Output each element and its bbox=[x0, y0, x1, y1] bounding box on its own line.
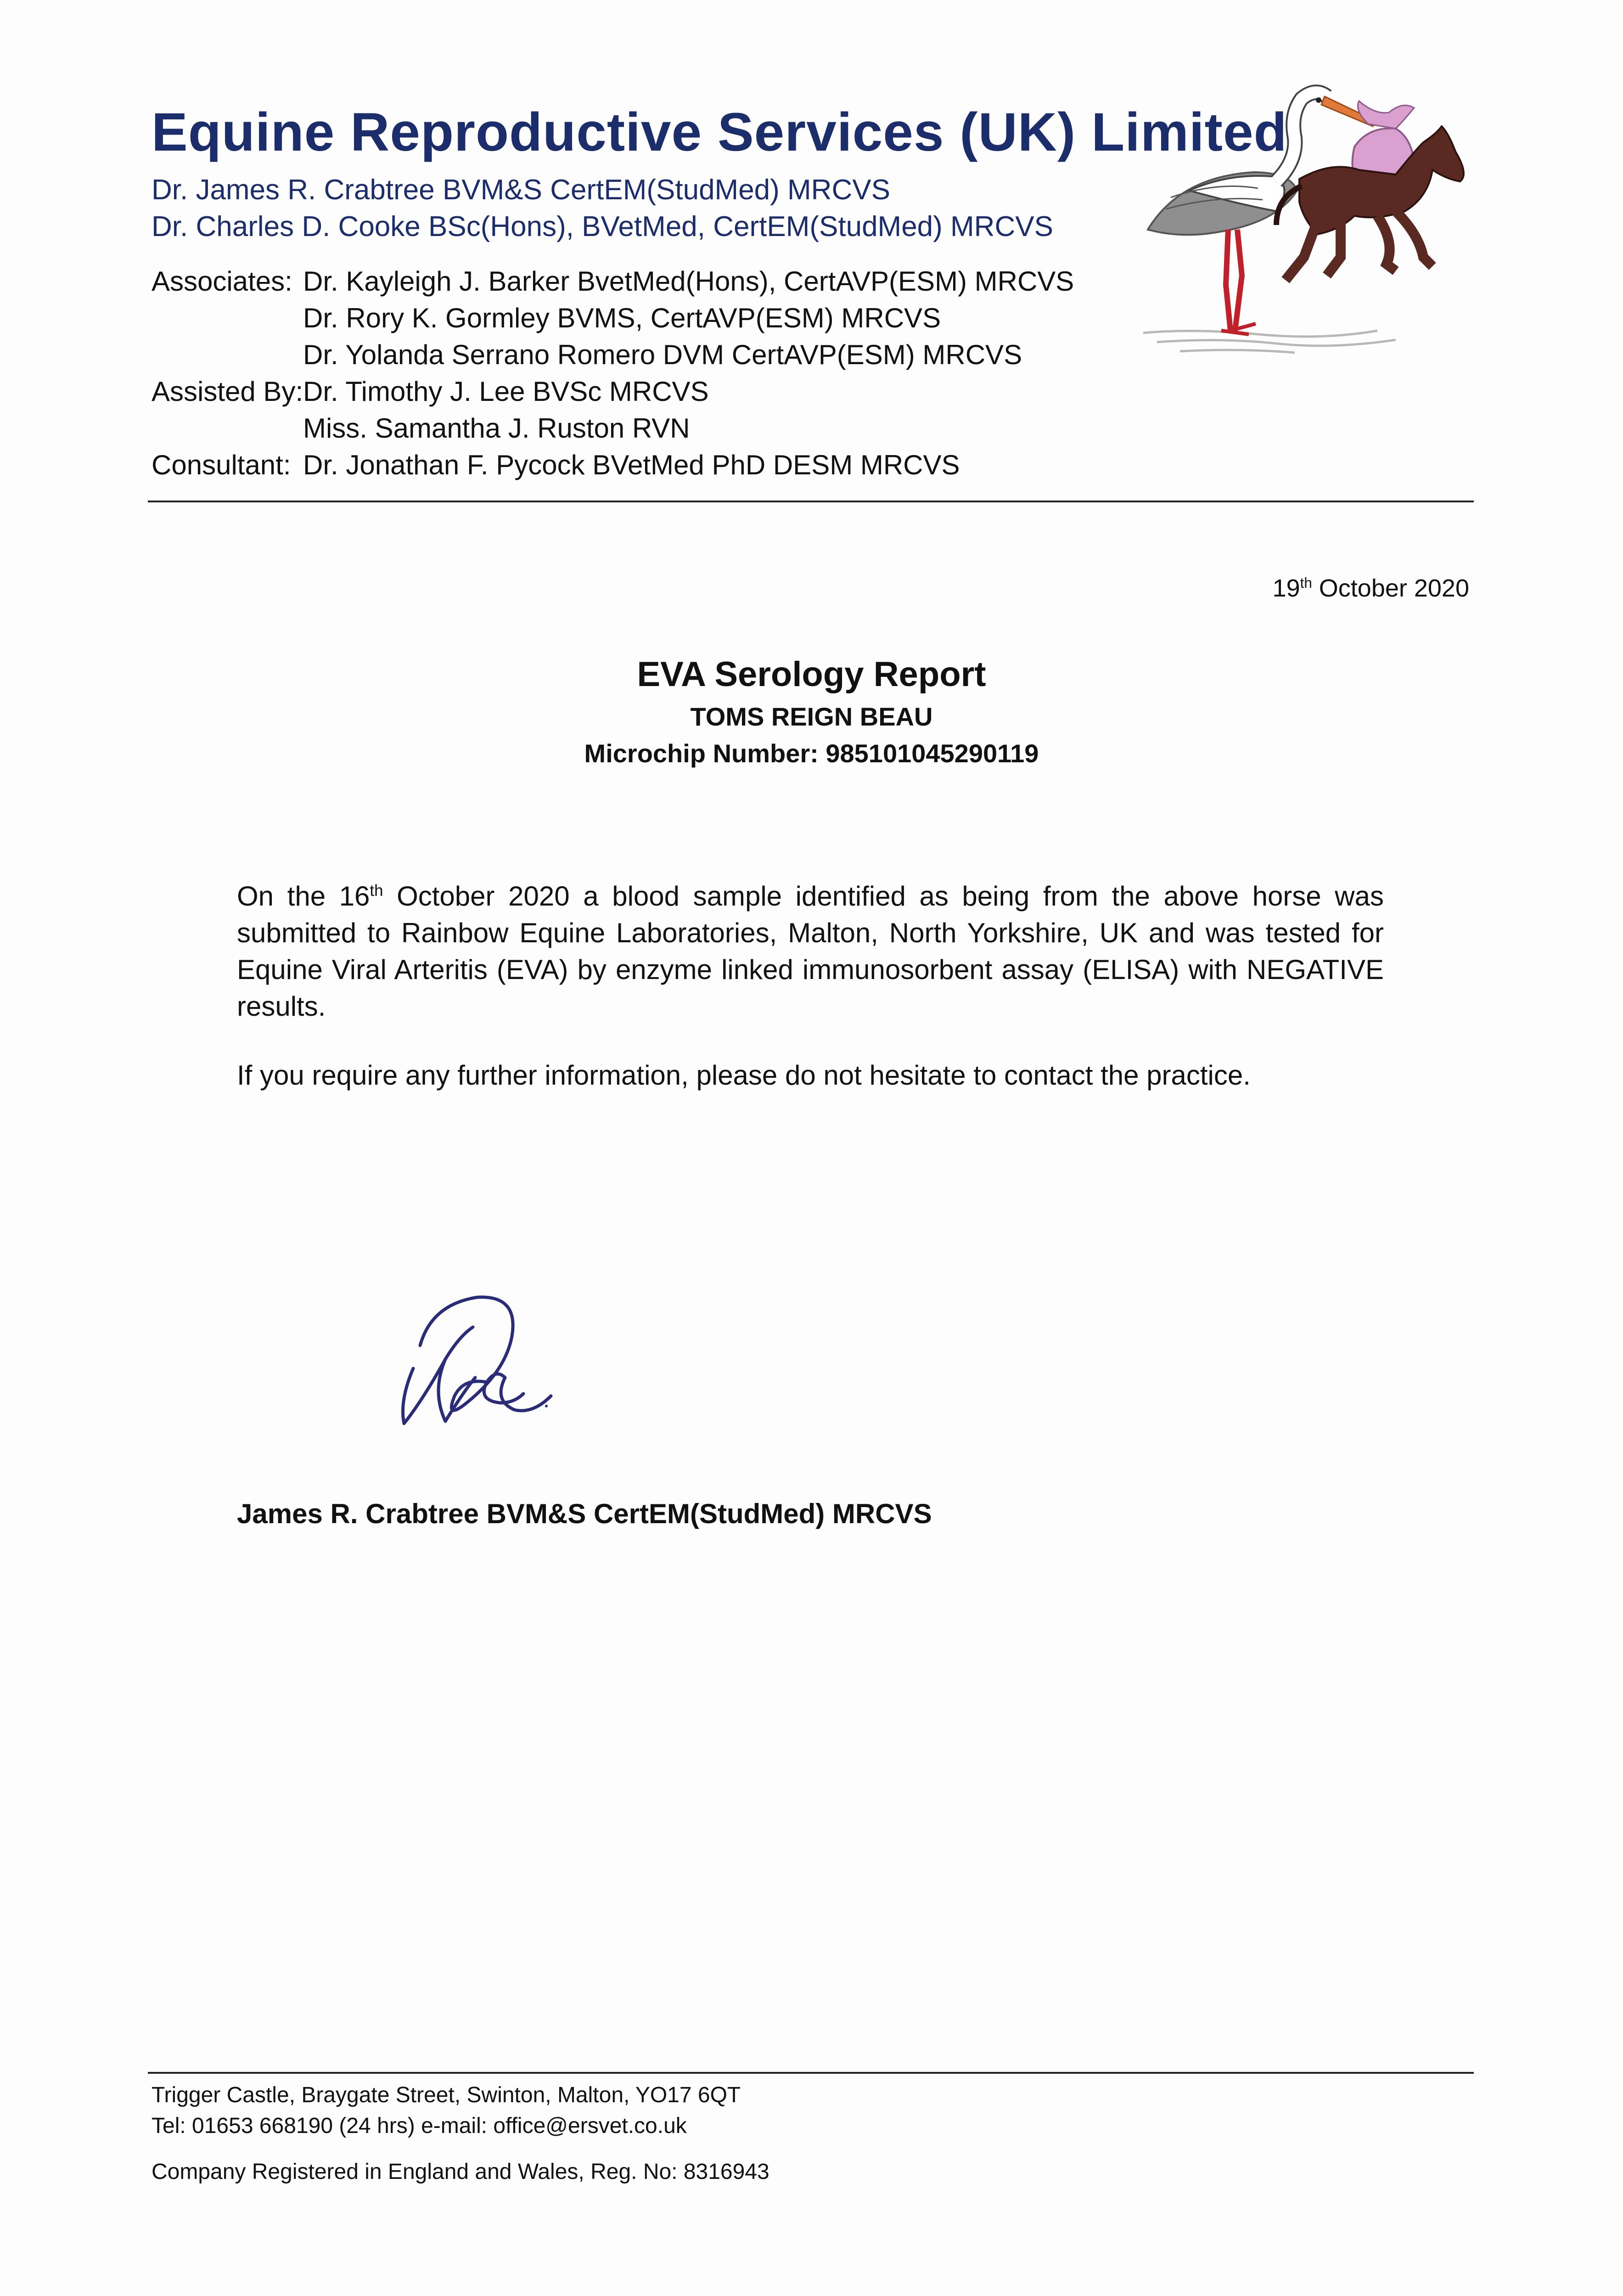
footer-registration: Company Registered in England and Wales, Reg. No: 8316943 bbox=[152, 2160, 769, 2184]
body-p1-rest: October 2020 a blood sample identified as being from the above horse was submitted to Rainbow Equine Laboratories, Malton, North Yorkshire, UK and was tested for Equine Viral Arteritis (EVA) by enzyme linked immunosorbent assay (ELISA) with NEGATIVE results. bbox=[237, 881, 1384, 1022]
footer-divider bbox=[148, 2072, 1474, 2074]
consultant-label: Consultant: bbox=[152, 450, 291, 480]
assistant-name-1: Dr. Timothy J. Lee BVSc MRCVS bbox=[303, 376, 709, 407]
consultant-name: Dr. Jonathan F. Pycock BVetMed PhD DESM MRCVS bbox=[303, 450, 960, 480]
handwritten-signature-icon bbox=[395, 1286, 569, 1437]
partner-line-2: Dr. Charles D. Cooke BSc(Hons), BVetMed, CertEM(StudMed) MRCVS bbox=[152, 211, 1053, 242]
body-p1-suffix: th bbox=[370, 882, 383, 900]
date-month-year: October 2020 bbox=[1319, 574, 1469, 602]
report-title: EVA Serology Report bbox=[637, 655, 986, 694]
footer-address: Trigger Castle, Braygate Street, Swinton, Malton, YO17 6QT bbox=[152, 2083, 741, 2107]
body-p1-prefix: On the 16 bbox=[237, 881, 370, 912]
associate-name-2: Dr. Rory K. Gormley BVMS, CertAVP(ESM) MRCVS bbox=[303, 303, 941, 333]
horse-name: TOMS REIGN BEAU bbox=[690, 702, 933, 731]
signatory-name: James R. Crabtree BVM&S CertEM(StudMed) MRCVS bbox=[237, 1498, 932, 1529]
associates-label: Associates: bbox=[152, 266, 292, 297]
stork-carrying-foal-logo-icon bbox=[1139, 83, 1478, 358]
assistant-name-2: Miss. Samantha J. Ruston RVN bbox=[303, 413, 690, 444]
footer-contact: Tel: 01653 668190 (24 hrs) e-mail: office@ersvet.co.uk bbox=[152, 2114, 687, 2138]
date-day: 19 bbox=[1272, 574, 1300, 602]
date-ordinal-suffix: th bbox=[1300, 575, 1312, 591]
assisted-by-label: Assisted By: bbox=[152, 376, 303, 407]
body-paragraph-1 bbox=[237, 872, 1384, 1025]
letter-date bbox=[1273, 574, 1469, 602]
microchip-number: Microchip Number: 985101045290119 bbox=[584, 739, 1039, 768]
company-name: Equine Reproductive Services (UK) Limited bbox=[152, 102, 1287, 163]
associate-name-3: Dr. Yolanda Serrano Romero DVM CertAVP(ESM) MRCVS bbox=[303, 339, 1022, 370]
header-divider bbox=[148, 501, 1474, 502]
associate-name-1: Dr. Kayleigh J. Barker BvetMed(Hons), CertAVP(ESM) MRCVS bbox=[303, 266, 1074, 297]
partner-line-1: Dr. James R. Crabtree BVM&S CertEM(StudMed) MRCVS bbox=[152, 174, 890, 206]
body-paragraph-2: If you require any further information, please do not hesitate to contact the practice. bbox=[237, 1060, 1251, 1091]
